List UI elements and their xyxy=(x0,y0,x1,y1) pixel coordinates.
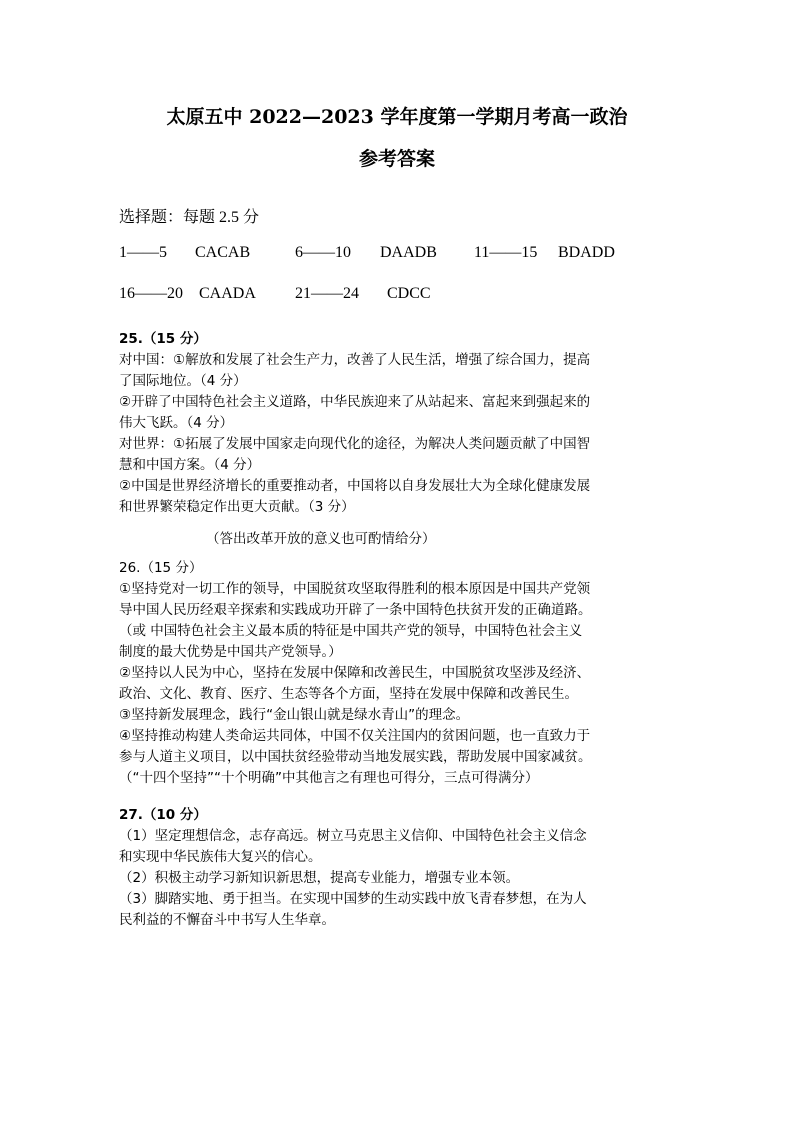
answer-line: （1）坚定理想信念，志存高远。树立马克思主义信仰、中国特色社会主义信念 xyxy=(119,828,587,844)
choice-range: 11——15 xyxy=(474,244,538,261)
choice-range: 21——24 xyxy=(295,285,359,302)
choice-answers: CAADA xyxy=(199,285,256,302)
answer-line: ②坚持以人民为中心，坚持在发展中保障和改善民生，中国脱贫攻坚涉及经济、 xyxy=(119,665,591,681)
question-26 xyxy=(119,558,689,789)
choice-answers: DAADB xyxy=(380,244,437,261)
choice-range: 1——5 xyxy=(119,244,167,261)
question-27 xyxy=(119,805,689,931)
answer-line: （“十四个坚持”“十个明确”中其他言之有理也可得分，三点可得满分） xyxy=(119,770,539,786)
answer-line: 了国际地位。（4 分） xyxy=(119,373,247,389)
answer-line: ④坚持推动构建人类命运共同体，中国不仅关注国内的贫困问题，也一直致力于 xyxy=(119,728,591,744)
choice-row-2 xyxy=(119,285,679,305)
answer-line: 慧和中国方案。（4 分） xyxy=(119,457,261,473)
choice-range: 6——10 xyxy=(295,244,351,261)
choice-answers: CDCC xyxy=(387,285,431,302)
answer-line: ②中国是世界经济增长的重要推动者，中国将以自身发展壮大为全球化健康发展 xyxy=(119,478,591,494)
choice-row-1 xyxy=(119,244,679,264)
answer-line: 导中国人民历经艰辛探索和实践成功开辟了一条中国特色扶贫开发的正确道路。 xyxy=(119,602,592,618)
document-title: 太原五中 2022—2023 学年度第一学期月考高一政治 xyxy=(166,106,628,128)
answer-line: （或 中国特色社会主义最本质的特征是中国共产党的领导，中国特色社会主义 xyxy=(119,623,583,639)
question-heading: 25.（15 分） xyxy=(119,331,207,347)
question-heading: 27.（10 分） xyxy=(119,807,207,823)
answer-line: ①坚持党对一切工作的领导，中国脱贫攻坚取得胜利的根本原因是中国共产党领 xyxy=(119,581,591,597)
question-25 xyxy=(119,329,689,518)
choice-answers: CACAB xyxy=(195,244,251,261)
answer-line: 伟大飞跃。（4 分） xyxy=(119,415,234,431)
answer-line: ③坚持新发展理念，践行“金山银山就是绿水青山”的理念。 xyxy=(119,707,470,723)
answer-line: （3）脚踏实地、勇于担当。在实现中国梦的生动实践中放飞青春梦想，在为人 xyxy=(119,891,587,907)
answer-line: 对中国：①解放和发展了社会生产力，改善了人民生活，增强了综合国力，提高 xyxy=(119,352,591,368)
document-subtitle: 参考答案 xyxy=(358,148,435,170)
answer-line: ②开辟了中国特色社会主义道路，中华民族迎来了从站起来、富起来到强起来的 xyxy=(119,394,591,410)
answer-line: 和实现中华民族伟大复兴的信心。 xyxy=(119,849,322,865)
answer-line: 对世界：①拓展了发展中国家走向现代化的途径，为解决人类问题贡献了中国智 xyxy=(119,436,591,452)
answer-line: 参与人道主义项目，以中国扶贫经验带动当地发展实践，帮助发展中国家减贫。 xyxy=(119,749,592,765)
choice-answers: BDADD xyxy=(558,244,615,261)
answer-line: 和世界繁荣稳定作出更大贡献。（3 分） xyxy=(119,499,355,515)
answer-line: 制度的最大优势是中国共产党领导。） xyxy=(119,644,342,660)
scoring-note: （答出改革开放的意义也可酌情给分） xyxy=(206,531,436,547)
answer-line: （2）积极主动学习新知识新思想，提高专业能力，增强专业本领。 xyxy=(119,870,520,886)
answer-line: 政治、文化、教育、医疗、生态等各个方面，坚持在发展中保障和改善民生。 xyxy=(119,686,578,702)
answer-line: 民利益的不懈奋斗中书写人生华章。 xyxy=(119,912,335,928)
choice-range: 16——20 xyxy=(119,285,183,302)
question-heading: 26.（15 分） xyxy=(119,560,203,576)
choice-heading: 选择题：每题 2.5 分 xyxy=(119,209,260,226)
